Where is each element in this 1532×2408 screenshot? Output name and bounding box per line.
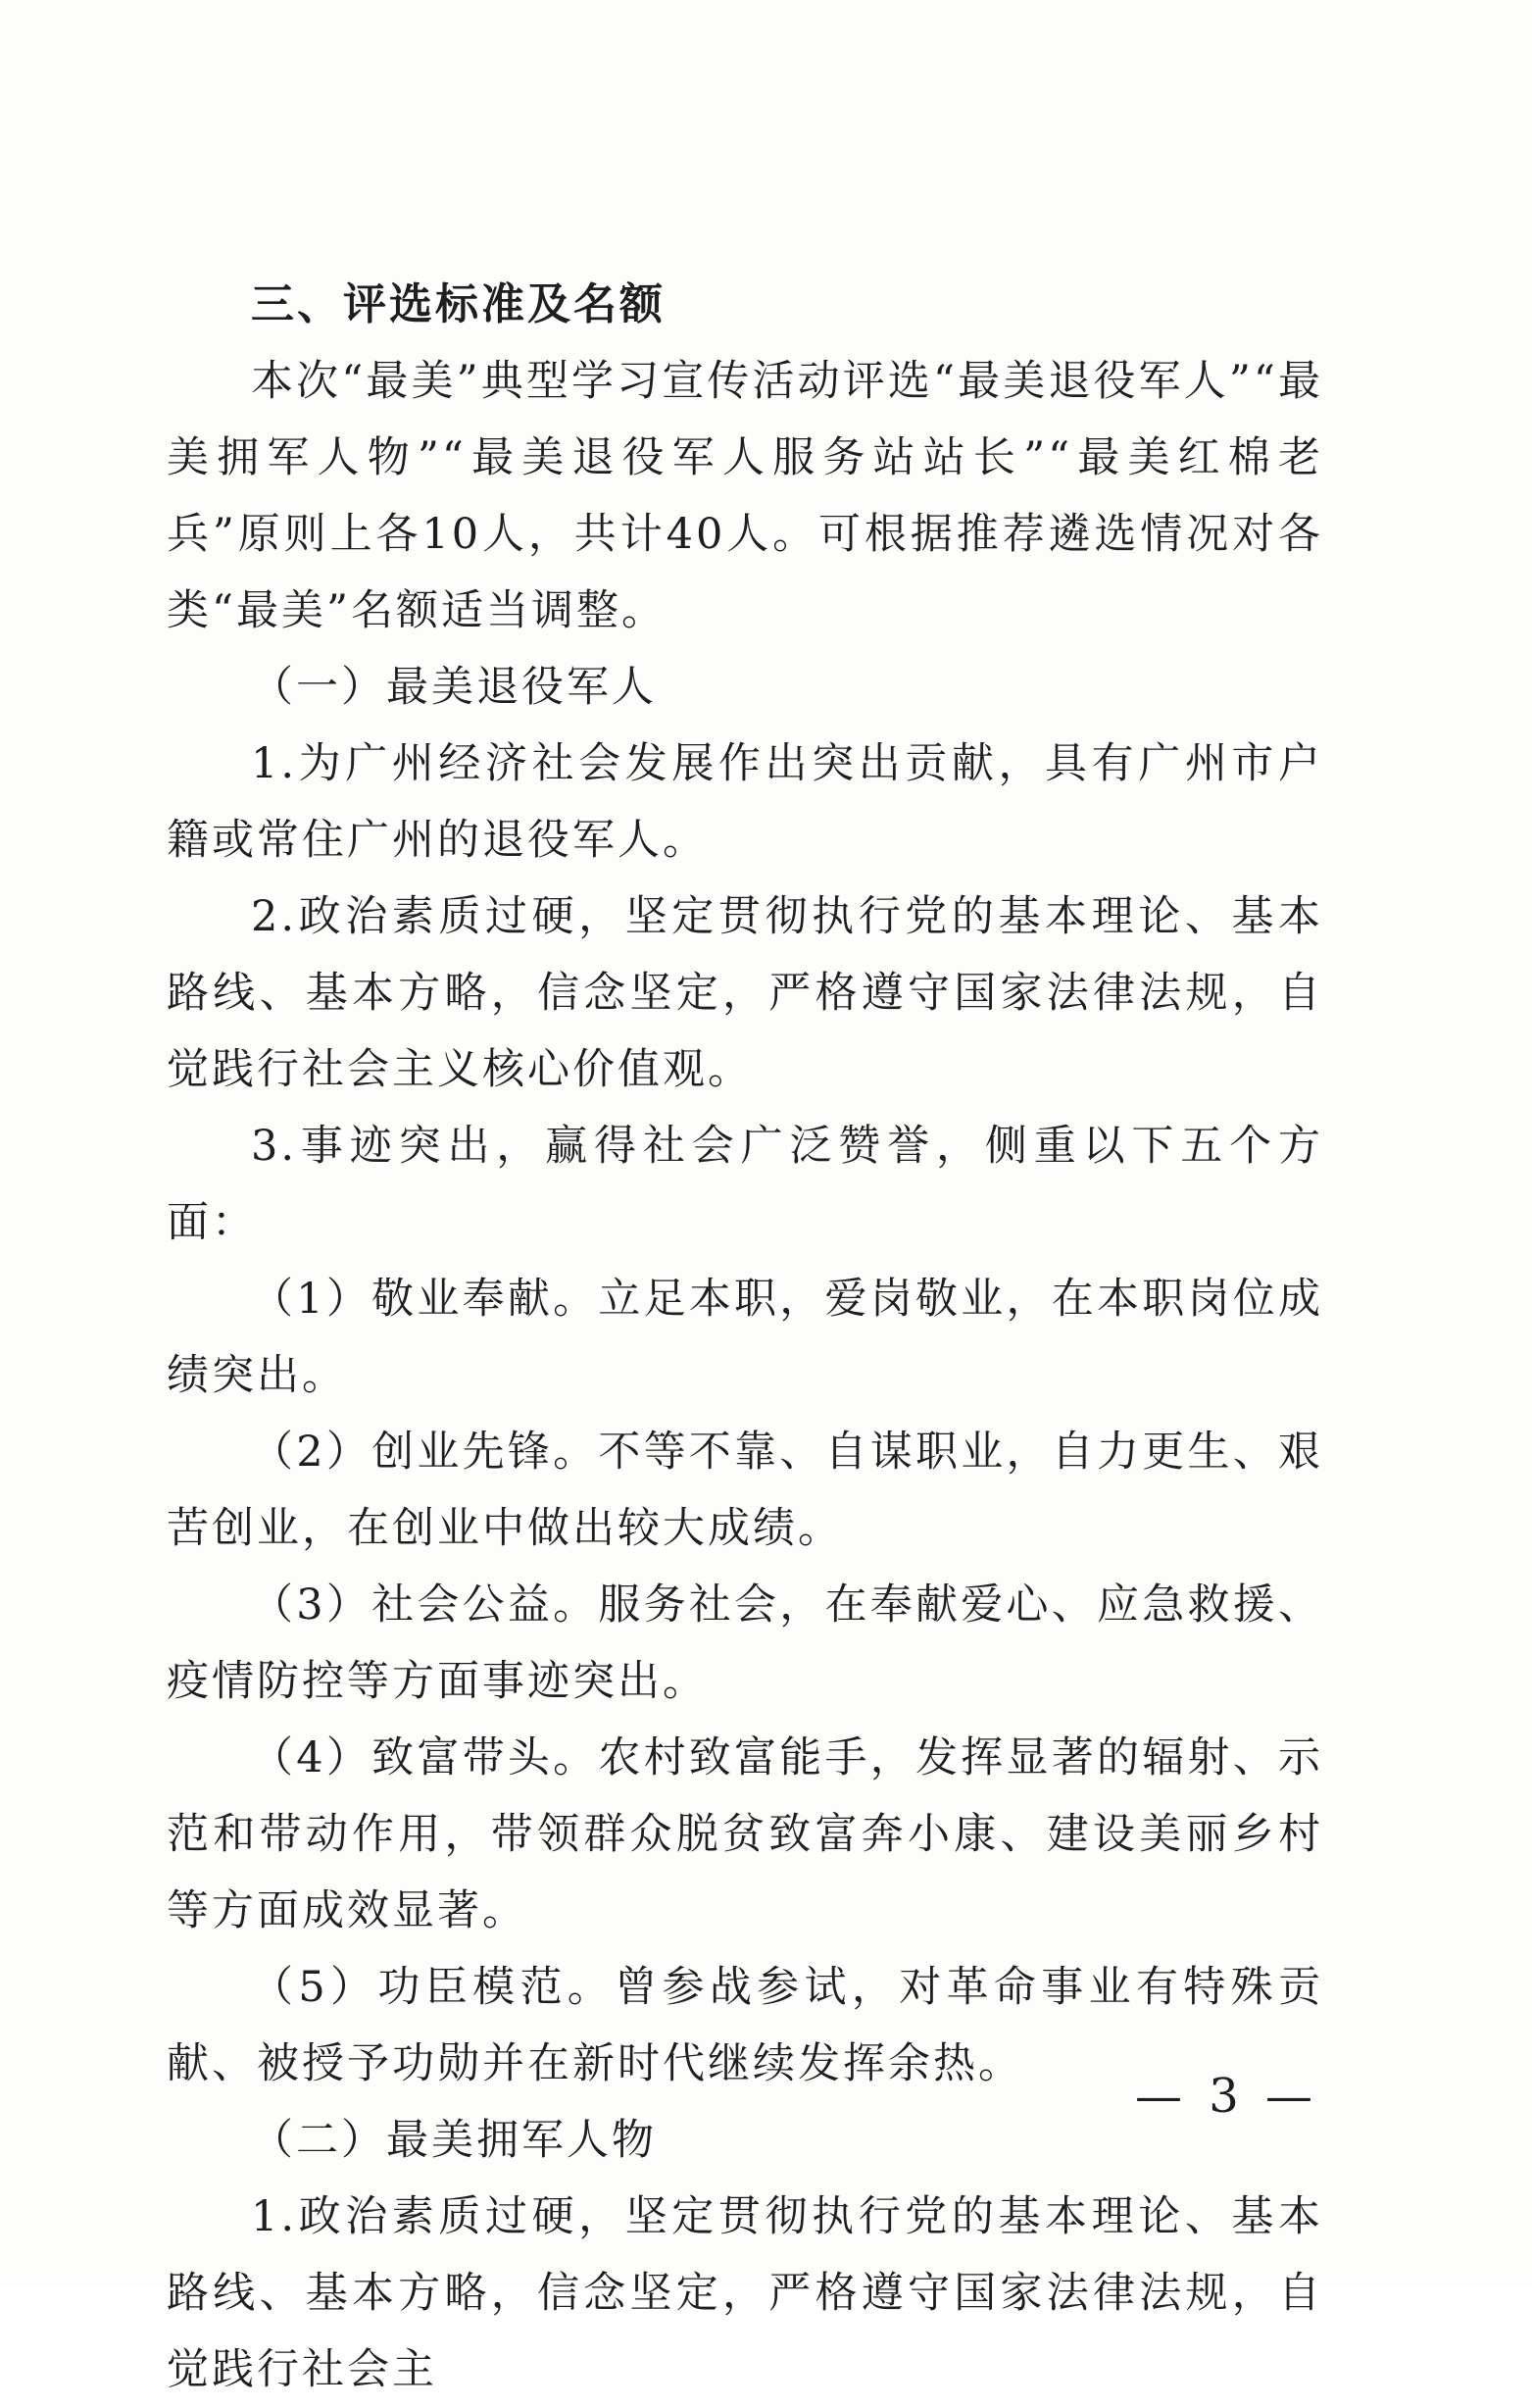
aspect-3: （3）社会公益。服务社会，在奉献爱心、应急救援、疫情防控等方面事迹突出。 <box>167 1580 1323 1706</box>
aspect-5: （5）功臣模范。曾参战参试，对革命事业有特殊贡献、被授予功勋并在新时代继续发挥余热。 <box>167 1963 1323 2088</box>
subsection-title-1: （一）最美退役军人 <box>251 663 657 712</box>
criterion-1: 1.为广州经济社会发展作出突出贡献，具有广州市户籍或常住广州的退役军人。 <box>167 739 1323 865</box>
criterion-3: 3.事迹突出，赢得社会广泛赞誉，侧重以下五个方面： <box>167 1122 1323 1247</box>
aspect-4: （4）致富带头。农村致富能手，发挥显著的辐射、示范和带动作用，带领群众脱贫致富奔小康、建设美丽乡村等方面成效显著。 <box>167 1733 1323 1935</box>
subsection-title-2: （二）最美拥军人物 <box>251 2116 657 2165</box>
criterion-2-1: 1.政治素质过硬，坚定贯彻执行党的基本理论、基本路线、基本方略，信念坚定，严格遵守国家法律法规，自觉践行社会主 <box>167 2192 1323 2394</box>
section-heading: 三、评选标准及名额 <box>251 279 666 329</box>
aspect-1: （1）敬业奉献。立足本职，爱岗敬业，在本职岗位成绩突出。 <box>167 1275 1323 1400</box>
page-number: — 3 — <box>1134 2069 1318 2124</box>
criterion-2: 2.政治素质过硬，坚定贯彻执行党的基本理论、基本路线、基本方略，信念坚定，严格遵守国家法律法规，自觉践行社会主义核心价值观。 <box>167 892 1323 1094</box>
intro-paragraph: 本次“最美”典型学习宣传活动评选“最美退役军人”“最美拥军人物”“最美退役军人服务站站长”“最美红棉老兵”原则上各10人，共计40人。可根据推荐遴选情况对各类“最美”名额适当调整。 <box>167 357 1323 635</box>
aspect-2: （2）创业先锋。不等不靠、自谋职业，自力更生、艰苦创业，在创业中做出较大成绩。 <box>167 1428 1323 1553</box>
